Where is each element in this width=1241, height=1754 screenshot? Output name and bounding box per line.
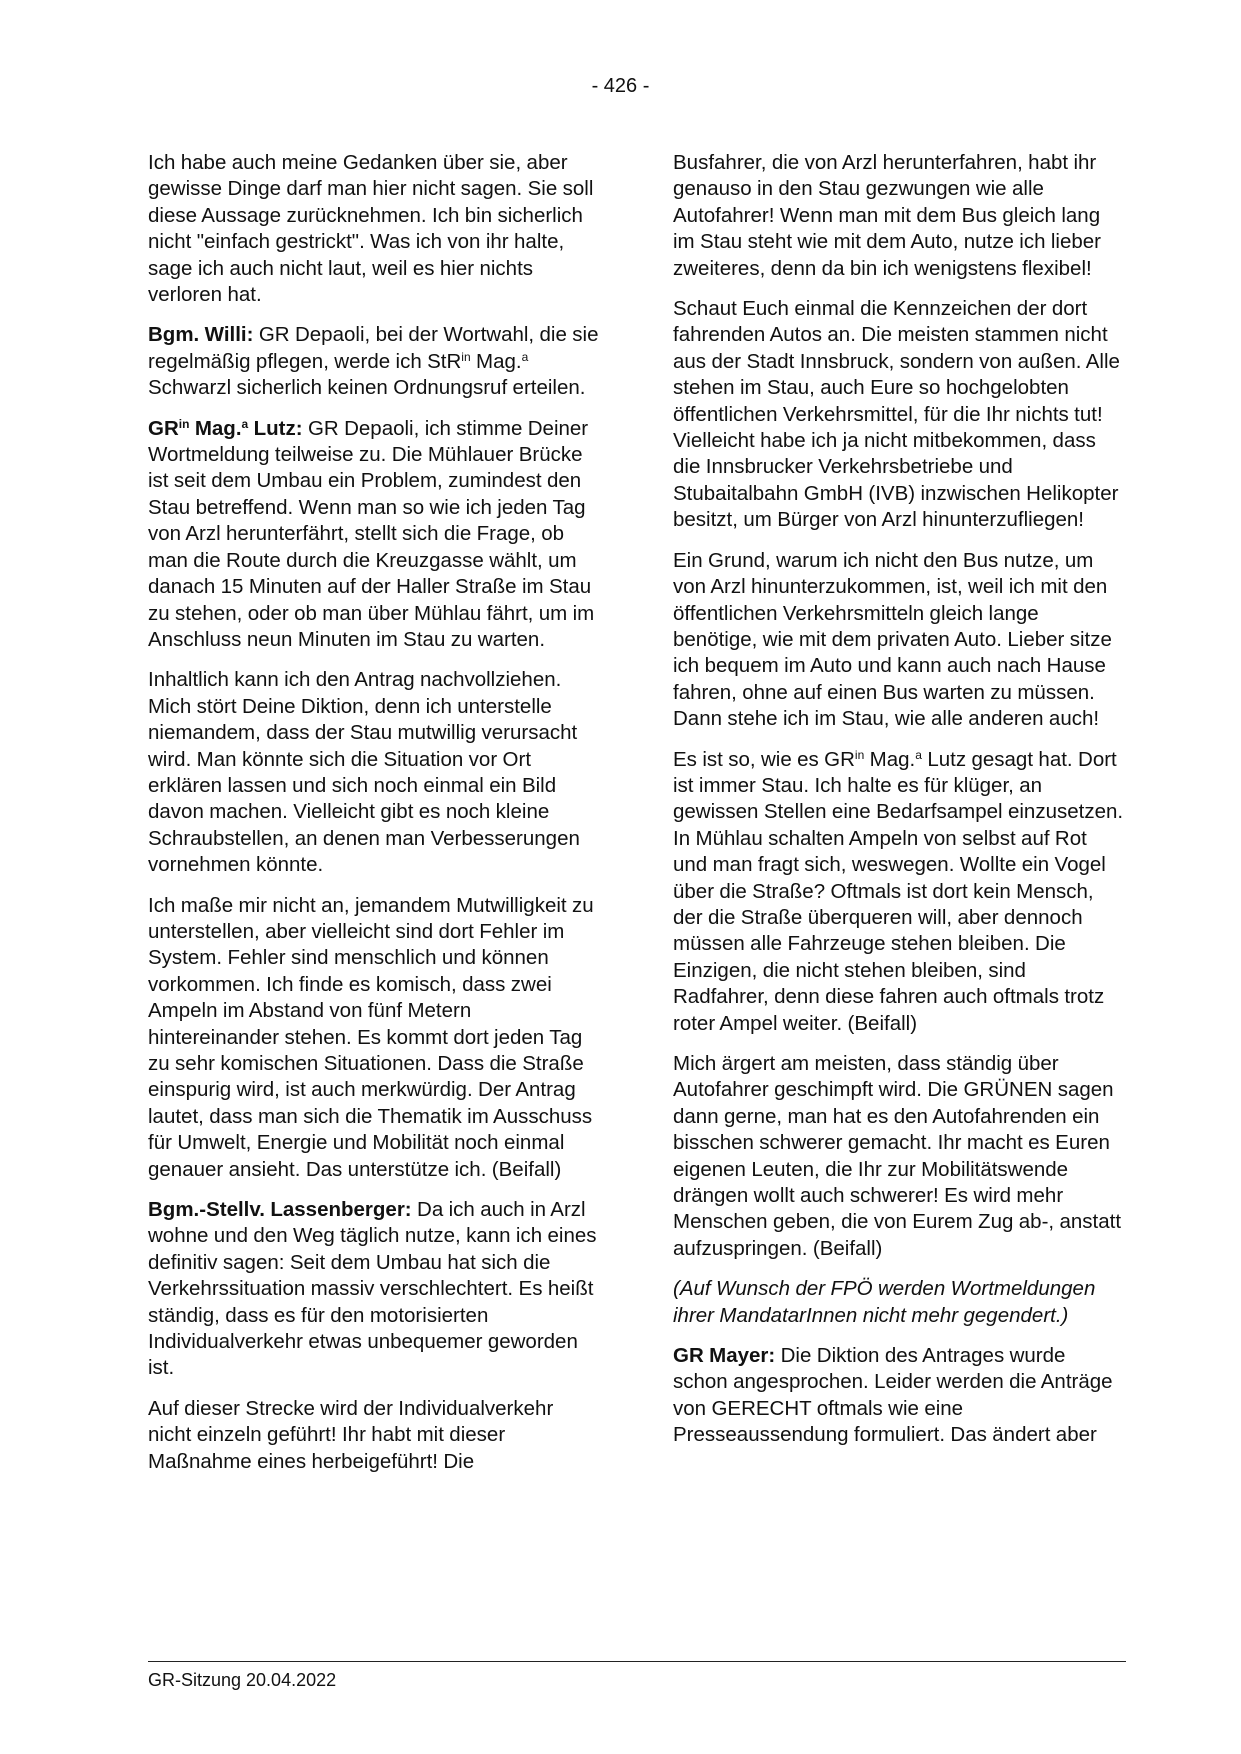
paragraph-willi	[148, 322, 600, 401]
paragraph-antrag: Inhaltlich kann ich den Antrag nachvollziehen. Mich stört Deine Diktion, denn ich unterstelle niemandem, dass der Stau mutwillig verursacht wird. Man könnte sich die Situation vor Ort erklären lassen und sich noch einmal ein Bild davon machen. Vielleicht gibt es noch kleine Schraubstellen, an denen man Verbesserungen vornehmen könnte.	[148, 668, 580, 877]
paragraph-text: GR Depaoli, ich stimme Deiner Wortmeldung teilweise zu. Die Mühlauer Brücke ist seit dem Umbau ein Problem, zumindest den Stau betreffend. Wenn man so wie ich jeden Tag von Arzl herunterfährt, stellt sich die Frage, ob man die Route durch die Kreuzgasse wählt, um danach 15 Minuten auf der Haller Straße im Stau zu stehen, oder ob man über Mühlau fährt, um im Anschluss neun Minuten im Stau zu warten.	[148, 416, 595, 651]
paragraph-bus-grund: Ein Grund, warum ich nicht den Bus nutze, um von Arzl hinunterzukommen, ist, weil ich mit den öffentlichen Verkehrsmitteln gleich lange benötige, wie mit dem privaten Auto. Lieber sitze ich bequem im Auto und kann auch nach Hause fahren, ohne auf einen Bus warten zu müssen. Dann stehe ich im Stau, wie alle anderen auch!	[673, 548, 1112, 731]
paragraph-text: Die Diktion des Antrages wurde schon angesprochen. Leider werden die Anträge von GERECHT oftmals wie eine Presseaussendung formuliert. Das ändert aber	[673, 1344, 1113, 1447]
right-column	[673, 150, 1125, 1463]
paragraph-bedarfsampel	[673, 747, 1125, 1037]
page-number: - 426 -	[591, 75, 650, 97]
superscript: in	[461, 349, 471, 364]
paragraph-lassenberger	[148, 1197, 600, 1382]
paragraph-individualverkehr: Auf dieser Strecke wird der Individualverkehr nicht einzeln geführt! Ihr habt mit dieser Maßnahme eines herbeigeführt! Die	[148, 1396, 554, 1473]
footer-session-date: GR-Sitzung 20.04.2022	[148, 1670, 337, 1690]
paragraph-lutz	[148, 416, 600, 654]
speaker-name: $GR^{in}$ Mag.$^a$ Lutz:	[148, 416, 303, 440]
speaker-name: Bgm.-Stellv. Lassenberger:	[148, 1198, 412, 1222]
speaker-name: Bgm. Willi:	[148, 323, 254, 347]
superscript: a	[521, 349, 529, 364]
paragraph-text: Da ich auch in Arzl wohne und den Weg täglich nutze, kann ich eines definitiv sagen: Seit dem Umbau hat sich die Verkehrssituation massiv verschlechtert. Es heißt ständig, dass es für den motorisierten Individualverkehr etwas unbequemer geworden ist.	[148, 1198, 597, 1380]
paragraph-text: Lutz gesagt hat. Dort ist immer Stau. Ich halte es für klüger, an gewissen Stellen eine Bedarfsampel einzusetzen. In Mühlau schalten Ampeln von selbst auf Rot und man fragt sich, weswegen. Wollte ein Vogel über die Straße? Oftmals ist dort kein Mensch, der die Straße überqueren will, aber dennoch müssen alle Fahrzeuge stehen bleiben. Die Einzigen, die nicht stehen bleiben, sind Radfahrer, denn diese fahren auch oftmals trotz roter Ampel weiter. (Beifall)	[673, 747, 1124, 1035]
paragraph-mayer	[673, 1343, 1125, 1449]
paragraph-autofahrer: Mich ärgert am meisten, dass ständig über Autofahrer geschimpft wird. Die GRÜNEN sagen dann gerne, man hat es den Autofahrenden ein bisschen schwerer gemacht. Ihr macht es Euren eigenen Leuten, die Ihr zur Mobilitätswende drängen wollt auch schwerer! Es wird mehr Menschen geben, die von Eurem Zug ab-, anstatt aufzuspringen. (Beifall)	[673, 1052, 1122, 1260]
paragraph-text: Es ist so, wie es GR	[673, 747, 855, 771]
paragraph-text: GR Depaoli, bei der Wortwahl, die sie regelmäßig pflegen, werde ich StR	[148, 323, 599, 373]
paragraph-busfahrer: Busfahrer, die von Arzl herunterfahren, habt ihr genauso in den Stau gezwungen wie alle Autofahrer! Wenn man mit dem Bus gleich lang im Stau steht wie mit dem Auto, nutze ich lieber zweiteres, denn da bin ich wenigstens flexibel!	[673, 151, 1102, 280]
footer-divider	[148, 1661, 1126, 1662]
paragraph-text: Schwarzl sicherlich keinen Ordnungsruf erteilen.	[148, 376, 586, 400]
speaker-name: GR Mayer:	[673, 1344, 776, 1368]
paragraph-text: Mag.	[470, 349, 522, 373]
paragraph-depaoli-statement: Ich habe auch meine Gedanken über sie, aber gewisse Dinge darf man hier nicht sagen. Sie soll diese Aussage zurücknehmen. Ich bin sicherlich nicht "einfach gestrickt". Was ich von ihr halte, sage ich auch nicht laut, weil es hier nichts verloren hat.	[148, 151, 594, 307]
paragraph-mutwilligkeit: Ich maße mir nicht an, jemandem Mutwilligkeit zu unterstellen, aber vielleicht sind dort Fehler im System. Fehler sind menschlich und können vorkommen. Ich finde es komisch, dass zwei Ampeln im Abstand von fünf Metern hintereinander stehen. Es kommt dort jeden Tag zu sehr komischen Situationen. Dass die Straße einspurig wird, ist auch merkwürdig. Der Antrag lautet, dass man sich die Thematik im Ausschuss für Umwelt, Energie und Mobilität noch einmal genauer ansieht. Das unterstütze ich. (Beifall)	[148, 893, 594, 1181]
paragraph-text: Mag.	[864, 747, 916, 771]
superscript: a	[915, 747, 922, 762]
left-column	[148, 150, 600, 1489]
superscript: in	[854, 747, 865, 762]
editorial-note: (Auf Wunsch der FPÖ werden Wortmeldungen ihrer MandatarInnen nicht mehr gegendert.)	[673, 1277, 1096, 1327]
paragraph-kennzeichen: Schaut Euch einmal die Kennzeichen der dort fahrenden Autos an. Die meisten stammen nicht aus der Stadt Innsbruck, sondern von außen. Alle stehen im Stau, auch Eure so hochgelobten öffentlichen Verkehrsmittel, für die Ihr nichts tut! Vielleicht habe ich ja nicht mitbekommen, dass die Innsbrucker Verkehrsbetriebe und Stubaitalbahn GmbH (IVB) inzwischen Helikopter besitzt, um Bürger von Arzl hinunterzufliegen!	[673, 297, 1120, 532]
